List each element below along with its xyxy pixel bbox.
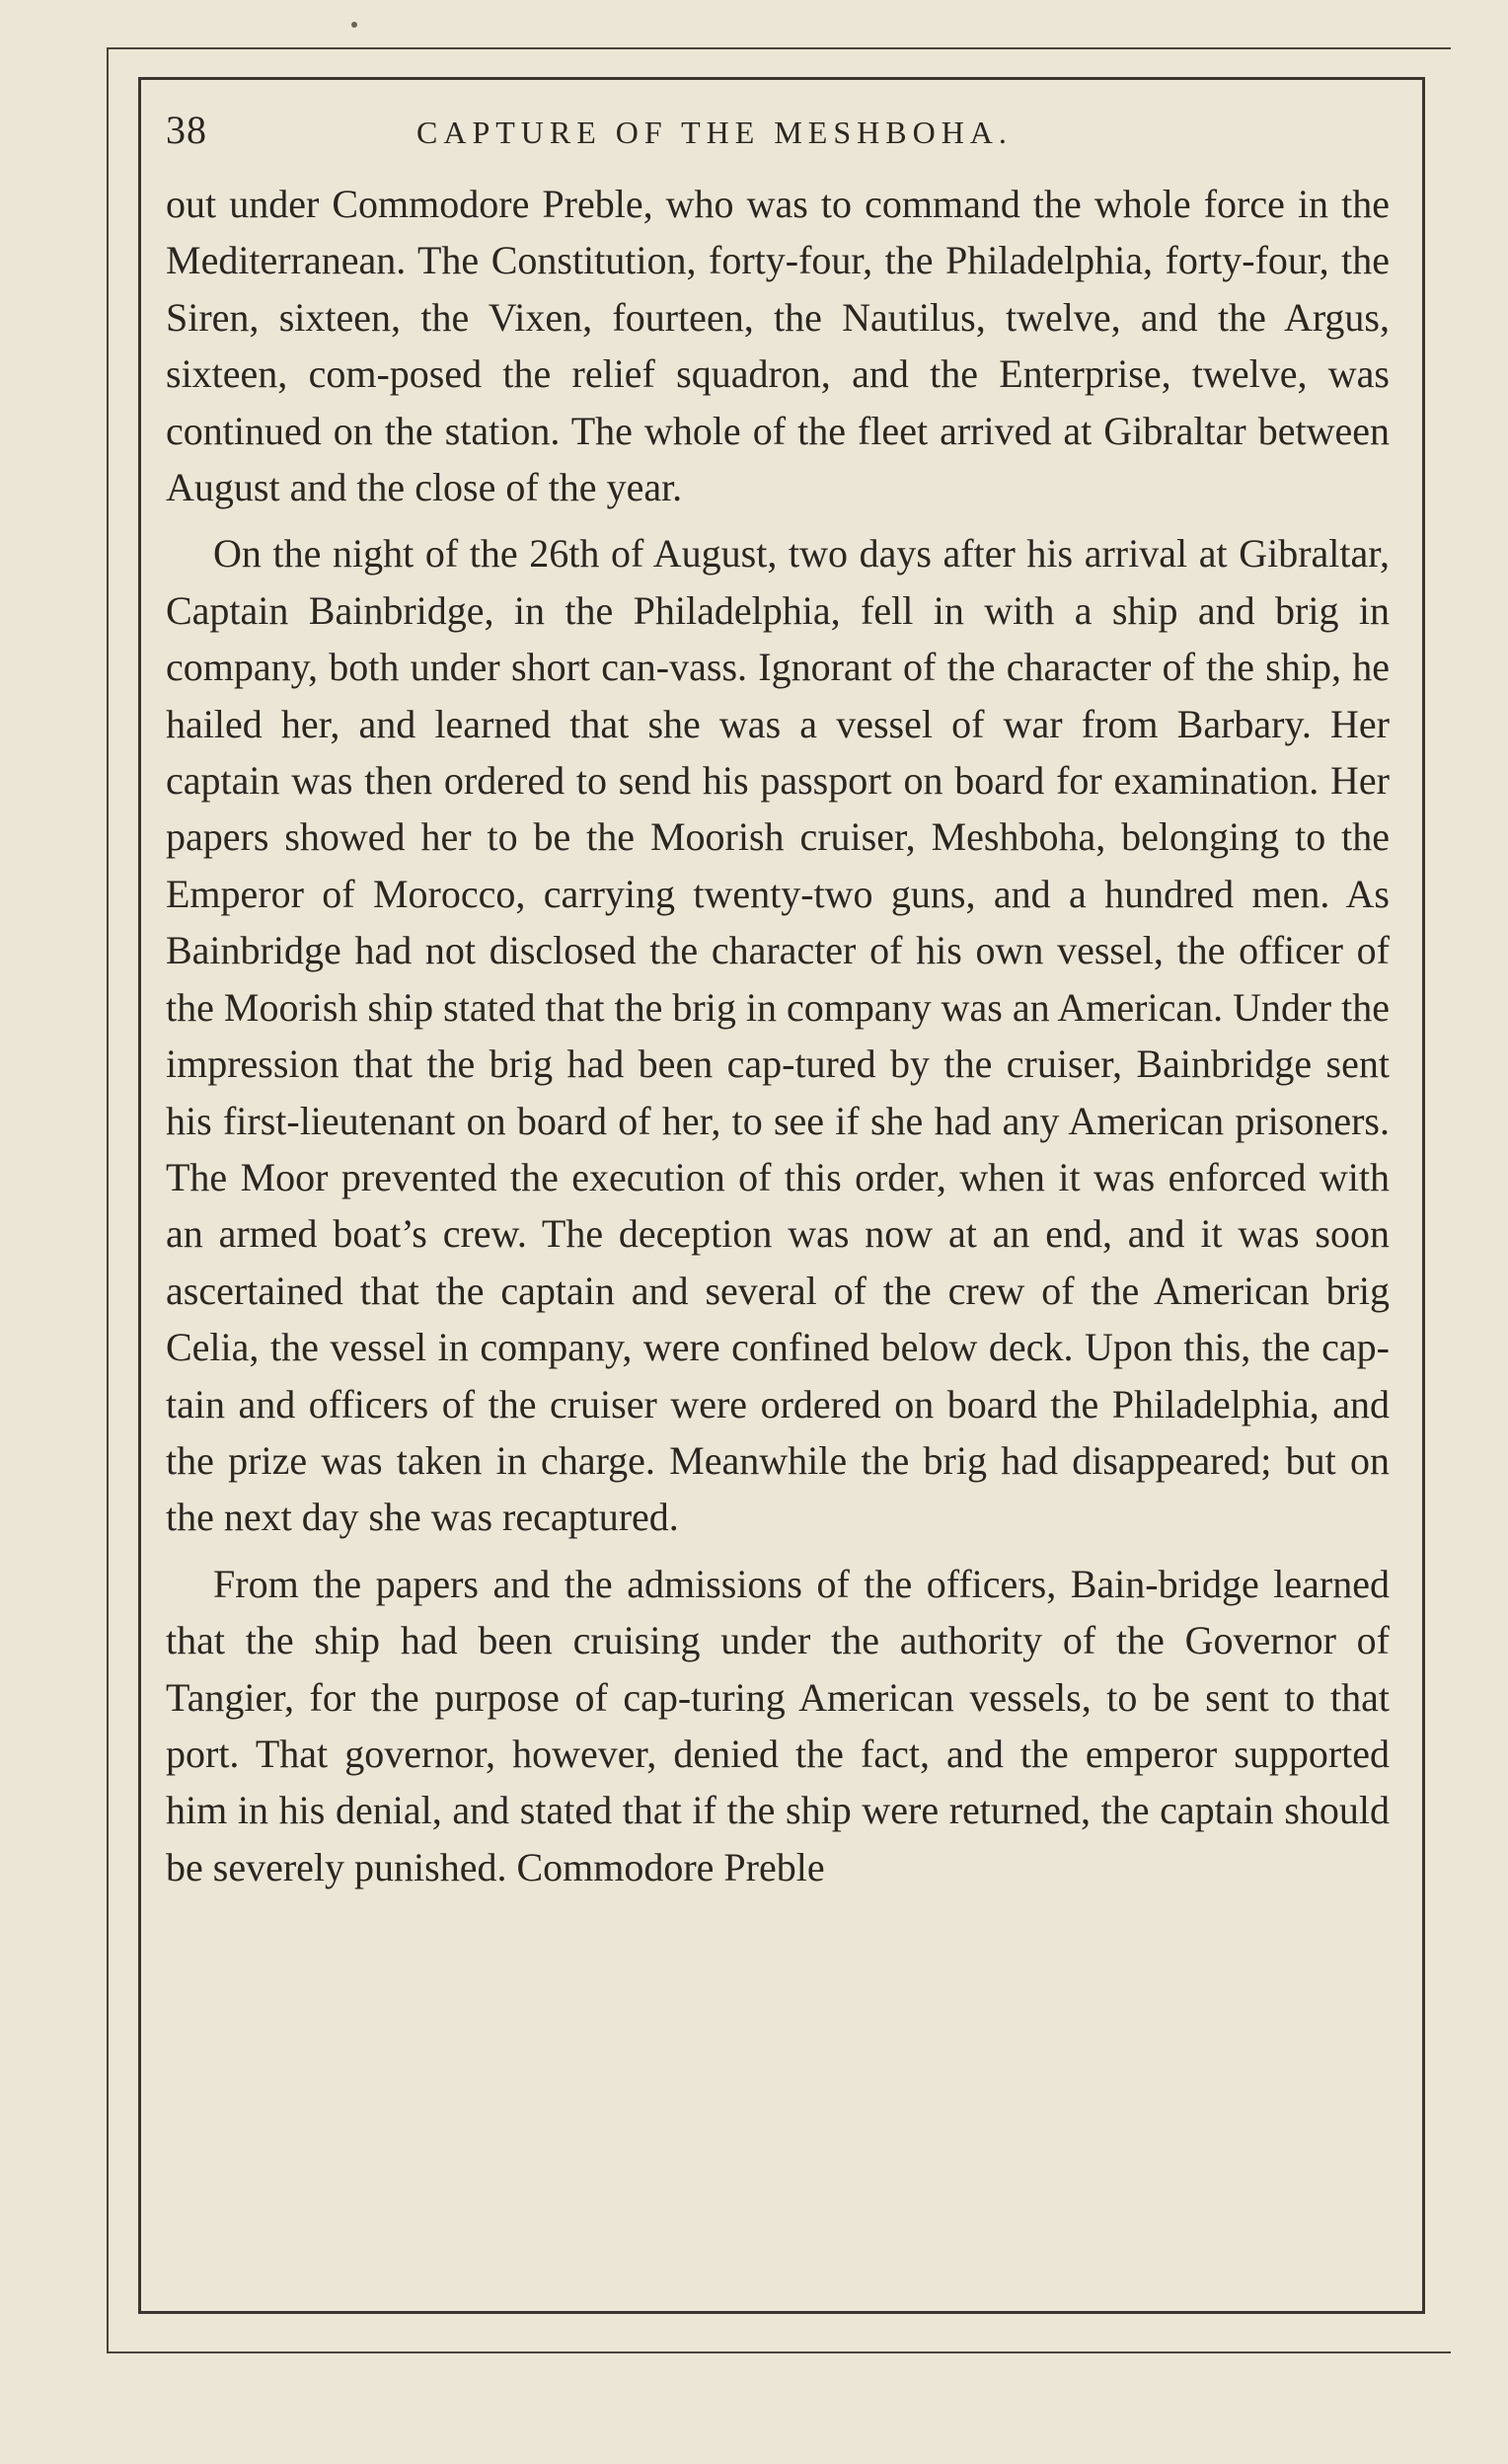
paragraph-2: On the night of the 26th of August, two days after his arrival at Gibraltar, Captain Bainbridge, in the Philadelphia, fell in with a ship and brig in company, both under short can-vass. Ignorant of the character of the ship, he hailed her, and learned that she was a vessel of war from Barbary. Her captain was then ordered to send his passport on board for examination. Her papers showed her to be the Moorish cruiser, Meshboha, belonging to the Emperor of Morocco, carrying twenty-two guns, and a hundred men. As Bainbridge had not disclosed the character of his own vessel, the officer of the Moorish ship stated that the brig in company was an American. Under the impression that the brig had been cap-tured by the cruiser, Bainbridge sent his first-lieutenant on board of her, to see if she had any American prisoners. The Moor prevented the execution of this order, when it was enforced with an armed boat’s crew. The deception was now at an end, and it was soon ascertained that the captain and several of the crew of the American brig Celia, the vessel in company, were confined below deck. Upon this, the cap-tain and officers of the cruiser were ordered on board the Philadelphia, and the prize was taken in charge. Meanwhile the brig had disappeared; but on the next day she was recaptured. bbox=[166, 531, 1390, 1540]
ink-speck bbox=[351, 22, 357, 28]
running-title: CAPTURE OF THE MESHBOHA. bbox=[416, 115, 1013, 150]
body-text bbox=[166, 176, 1390, 1895]
paragraph-1: out under Commodore Preble, who was to command the whole force in the Mediterranean. The Constitution, forty-four, the Philadelphia, forty-four, the Siren, sixteen, the Vixen, fourteen, the Nautilus, twelve, and the Argus, sixteen, com-posed the relief squadron, and the Enterprise, twelve, was continued on the station. The whole of the fleet arrived at Gibraltar between August and the close of the year. bbox=[166, 182, 1390, 510]
page-header bbox=[166, 107, 1399, 166]
paragraph-3: From the papers and the admissions of the officers, Bain-bridge learned that the ship had been cruising under the authority of the Governor of Tangier, for the purpose of cap-turing American vessels, to be sent to that port. That governor, however, denied the fact, and the emperor supported him in his denial, and stated that if the ship were returned, the captain should be severely punished. Commodore Preble bbox=[166, 1561, 1390, 1889]
page-number: 38 bbox=[166, 108, 207, 152]
